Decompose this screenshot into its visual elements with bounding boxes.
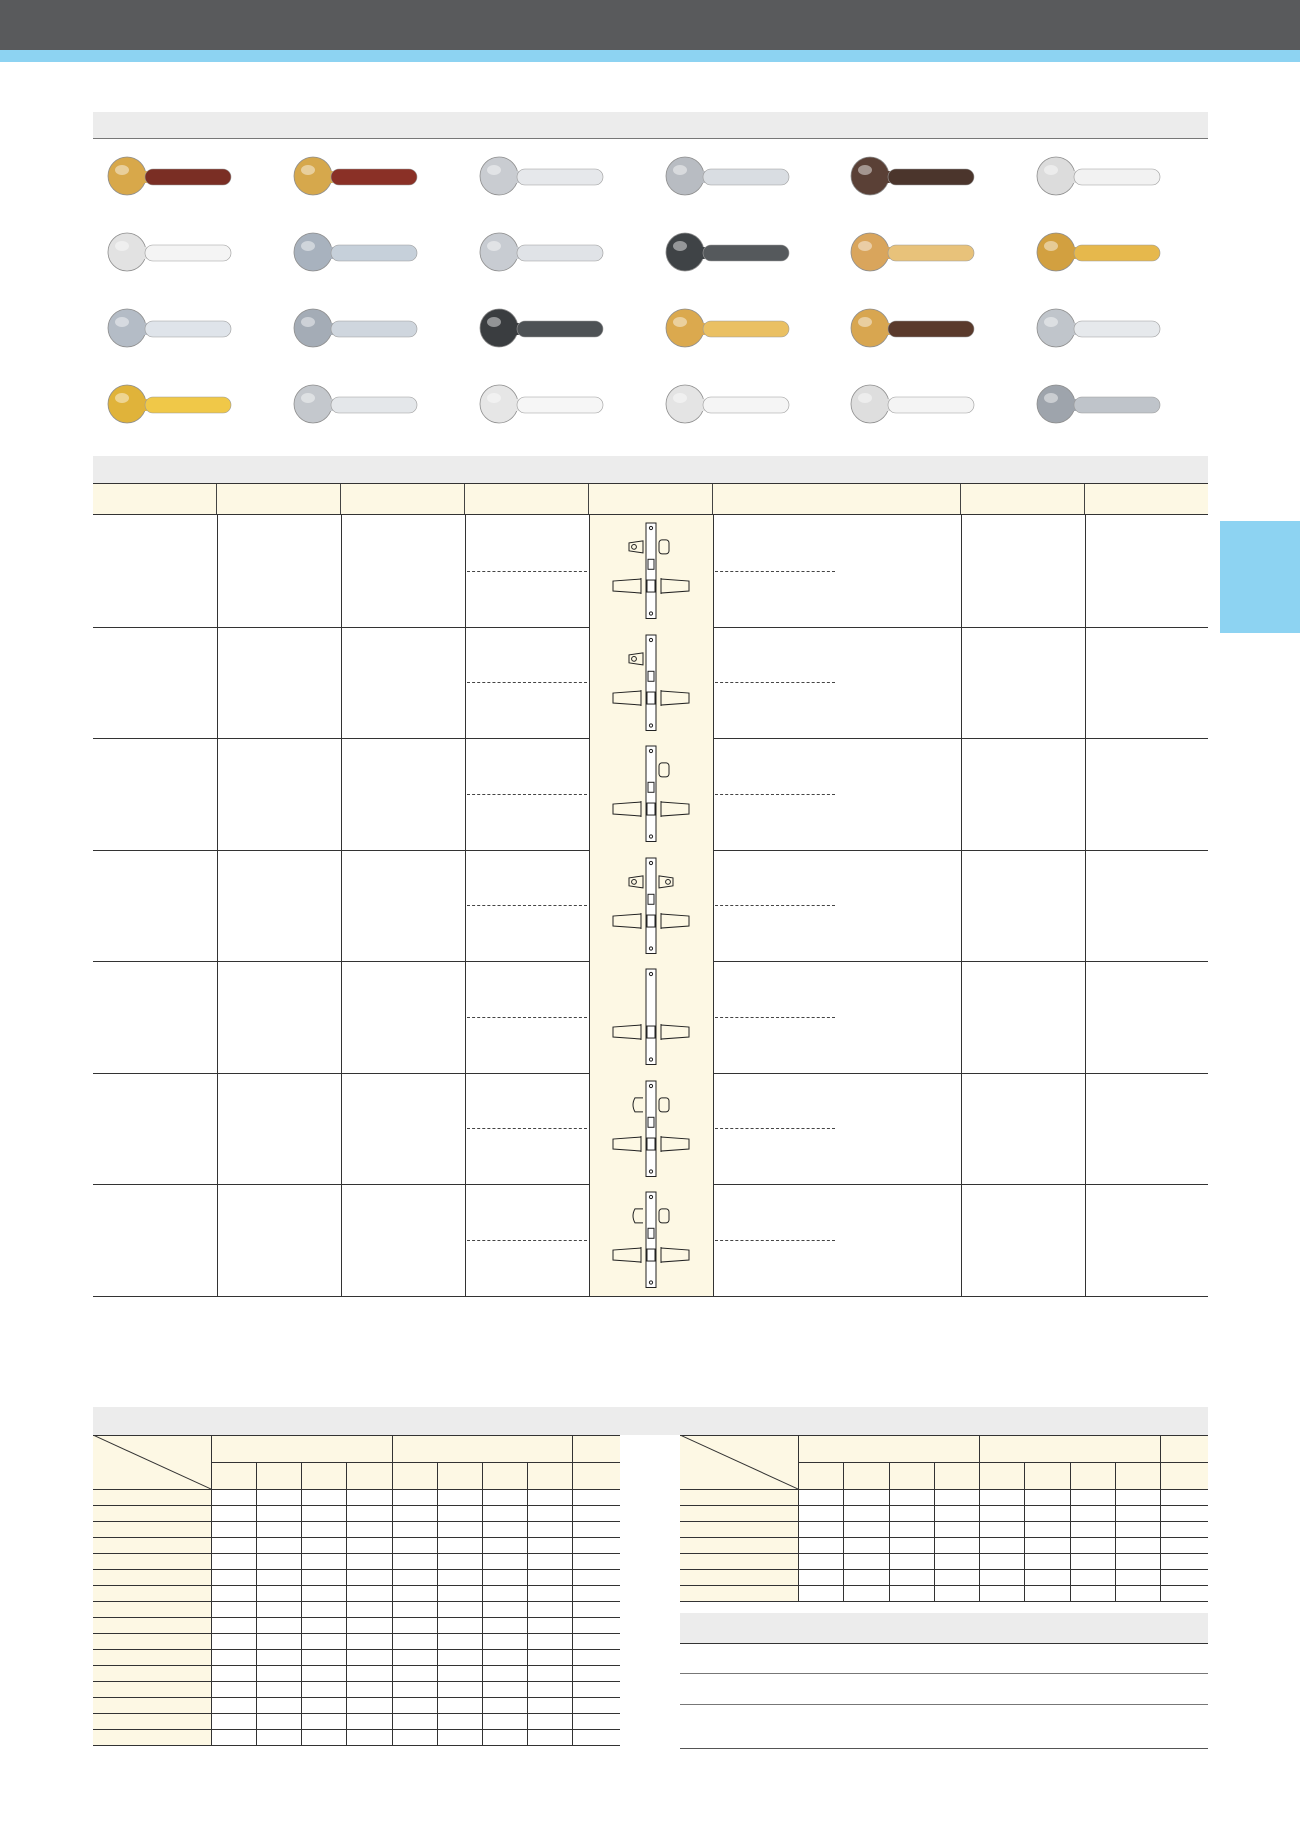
- lock-thumbturn-right: [659, 1209, 669, 1223]
- handle-chrome-pill[interactable]: [1036, 298, 1166, 358]
- handle-image: [107, 374, 237, 434]
- handle-shine: [487, 165, 501, 175]
- handle-image: [665, 146, 795, 206]
- handle-gold-dark-wood[interactable]: [850, 298, 980, 358]
- grid-rule: [93, 1617, 620, 1618]
- handle-gold-bent[interactable]: [665, 298, 795, 358]
- grid-rule: [93, 1681, 620, 1682]
- handle-image: [1036, 298, 1166, 358]
- cell-divider-dashed: [715, 1128, 835, 1129]
- grid-rule: [680, 1505, 1208, 1506]
- handle-shine: [673, 241, 687, 251]
- handle-lever: [703, 169, 789, 185]
- handle-pewter-curve[interactable]: [1036, 374, 1166, 434]
- grid-rule: [93, 1697, 620, 1698]
- grid-rule: [572, 1435, 573, 1745]
- handle-shine: [301, 165, 315, 175]
- handle-shine: [673, 393, 687, 403]
- handle-shine: [115, 241, 129, 251]
- notes-rule: [680, 1673, 1208, 1674]
- handle-lever: [517, 321, 603, 337]
- table-column-rule: [217, 515, 218, 1296]
- cell-divider-dashed: [715, 1017, 835, 1018]
- handle-shine: [487, 393, 501, 403]
- cell-divider-dashed: [715, 1240, 835, 1241]
- lock-table-header-cell: [465, 484, 589, 514]
- lock-table-header-cell: [1085, 484, 1208, 514]
- handle-image: [107, 298, 237, 358]
- lock-thumbturn-right: [659, 540, 669, 554]
- handle-shine: [858, 241, 872, 251]
- lock-diagram-key-both: [589, 515, 713, 627]
- grid-rule: [93, 1489, 620, 1490]
- handle-lever: [888, 245, 974, 261]
- lock-lever-right: [661, 1025, 689, 1039]
- table-row-rule: [93, 1296, 1208, 1297]
- grid-rule: [93, 1585, 620, 1586]
- grid-rule: [93, 1713, 620, 1714]
- handle-chrome-swan[interactable]: [293, 298, 423, 358]
- notes-rule: [680, 1643, 1208, 1644]
- grid-rule: [1024, 1462, 1025, 1601]
- handle-white-round[interactable]: [107, 222, 237, 282]
- handle-catalog-grid: [93, 140, 1208, 440]
- handle-image: [665, 222, 795, 282]
- table-column-rule: [341, 515, 342, 1296]
- grid-rule: [680, 1489, 1208, 1490]
- lock-faceplate: [646, 1081, 656, 1177]
- handle-lever: [1074, 245, 1160, 261]
- lock-diagram-key-two: [589, 850, 713, 962]
- handle-image: [850, 146, 980, 206]
- lock-lever-left: [613, 802, 641, 816]
- cell-divider-dashed: [467, 682, 587, 683]
- lock-lever-left: [613, 1137, 641, 1151]
- handle-image: [1036, 146, 1166, 206]
- handle-white-square[interactable]: [479, 374, 609, 434]
- grid-rule: [680, 1569, 1208, 1570]
- lock-table-header-cell: [961, 484, 1085, 514]
- lock-lever-right: [661, 914, 689, 928]
- lock-indicator-left: [633, 1209, 643, 1223]
- handle-chrome-drop[interactable]: [293, 374, 423, 434]
- handle-satin-silver[interactable]: [479, 222, 609, 282]
- handle-chrome-leaf[interactable]: [107, 298, 237, 358]
- table-column-rule: [465, 515, 466, 1296]
- handle-white-plain[interactable]: [1036, 146, 1166, 206]
- handle-lever: [703, 321, 789, 337]
- lock-diagram-indicator: [589, 1184, 713, 1296]
- handle-lever: [888, 321, 974, 337]
- handle-gold-brown-wood[interactable]: [107, 146, 237, 206]
- handle-bronze-dark[interactable]: [850, 146, 980, 206]
- handle-lever: [145, 245, 231, 261]
- handle-shine: [301, 393, 315, 403]
- lock-thumbturn-right: [659, 1097, 669, 1111]
- grid-rule: [93, 1729, 620, 1730]
- grid-rule: [680, 1537, 1208, 1538]
- handle-shine: [115, 317, 129, 327]
- lock-table-header-row: [93, 483, 1208, 515]
- notes-section-header: [680, 1613, 1208, 1643]
- handle-image: [665, 374, 795, 434]
- handle-shine: [858, 165, 872, 175]
- grid-rule: [93, 1745, 620, 1746]
- lock-faceplate: [646, 635, 656, 731]
- lock-table-header-cell: [589, 484, 713, 514]
- grid-rule: [93, 1505, 620, 1506]
- handle-lever: [145, 321, 231, 337]
- lock-lever-right: [661, 579, 689, 593]
- lock-diagram-thumb-right: [589, 738, 713, 850]
- handle-image: [665, 298, 795, 358]
- header-bar: [0, 0, 1300, 50]
- lock-faceplate: [646, 858, 656, 954]
- handle-lever: [517, 245, 603, 261]
- handle-shine: [301, 241, 315, 251]
- grid-rule: [680, 1553, 1208, 1554]
- handle-black-round[interactable]: [479, 298, 609, 358]
- lock-lever-left: [613, 691, 641, 705]
- lock-faceplate: [646, 969, 656, 1065]
- handle-white-flat[interactable]: [665, 374, 795, 434]
- grid-rule: [93, 1553, 620, 1554]
- grid-rule: [979, 1435, 980, 1601]
- handle-white-slim[interactable]: [850, 374, 980, 434]
- cell-divider-dashed: [467, 905, 587, 906]
- grid-rule: [93, 1649, 620, 1650]
- handle-shine: [487, 317, 501, 327]
- handle-image: [850, 374, 980, 434]
- cell-divider-dashed: [467, 1017, 587, 1018]
- handle-image: [293, 374, 423, 434]
- handle-chrome-tapered[interactable]: [665, 146, 795, 206]
- header-accent-stripe: [0, 50, 1300, 62]
- handle-chrome-wave[interactable]: [293, 222, 423, 282]
- handle-image: [850, 298, 980, 358]
- lock-table-section-header: [93, 456, 1208, 483]
- lock-table-header-cell: [713, 484, 961, 514]
- lock-table-header-cell: [217, 484, 341, 514]
- lock-keyhole-left: [632, 656, 637, 661]
- handle-shine: [673, 165, 687, 175]
- lock-faceplate: [646, 523, 656, 619]
- handle-image: [293, 298, 423, 358]
- handle-gold-twist[interactable]: [1036, 222, 1166, 282]
- grid-corner-line: [680, 1435, 798, 1489]
- grid-rule: [93, 1633, 620, 1634]
- handle-lever: [145, 169, 231, 185]
- lock-lever-left: [613, 1248, 641, 1262]
- handle-image: [107, 146, 237, 206]
- grid-rule: [93, 1601, 620, 1602]
- lock-faceplate: [646, 1192, 656, 1288]
- handle-lever: [331, 169, 417, 185]
- lock-diagram-indicator: [589, 1073, 713, 1185]
- handle-shine: [673, 317, 687, 327]
- notes-rule: [680, 1748, 1208, 1749]
- notes-rule: [680, 1704, 1208, 1705]
- table-column-rule: [713, 515, 714, 1296]
- handle-image: [479, 374, 609, 434]
- cell-divider-dashed: [715, 682, 835, 683]
- handle-lever: [888, 397, 974, 413]
- grid-rule: [1115, 1462, 1116, 1601]
- handle-image: [1036, 222, 1166, 282]
- grid-corner-diagonal: [680, 1435, 798, 1489]
- lock-table-header-cell: [93, 484, 217, 514]
- lock-indicator-left: [633, 1097, 643, 1111]
- handle-shine: [115, 393, 129, 403]
- grid-corner-diagonal: [93, 1435, 211, 1489]
- grid-rule: [798, 1435, 799, 1601]
- cell-divider-dashed: [715, 905, 835, 906]
- handle-shine: [1044, 165, 1058, 175]
- cell-divider-dashed: [467, 794, 587, 795]
- grid-rule: [93, 1665, 620, 1666]
- grid-rule: [680, 1601, 1208, 1602]
- handle-image: [1036, 374, 1166, 434]
- lock-lever-right: [661, 691, 689, 705]
- side-index-tab[interactable]: [1220, 521, 1300, 633]
- handle-satin-gold[interactable]: [850, 222, 980, 282]
- cell-divider-dashed: [715, 794, 835, 795]
- lock-keyhole-left: [632, 879, 637, 884]
- handles-section-rule: [93, 138, 1208, 139]
- grid-rule: [889, 1462, 890, 1601]
- grid-rule: [1070, 1462, 1071, 1601]
- dimension-table-right: [680, 1435, 1208, 1610]
- grid-rule: [798, 1462, 1208, 1463]
- lock-thumbturn-right: [659, 763, 669, 777]
- handle-lever: [517, 397, 603, 413]
- grid-rule: [211, 1435, 212, 1745]
- handle-image: [293, 146, 423, 206]
- lock-lever-left: [613, 579, 641, 593]
- lock-diagram-plain: [589, 961, 713, 1073]
- grid-rule: [843, 1462, 844, 1601]
- grid-rule: [680, 1585, 1208, 1586]
- table-column-rule: [1085, 515, 1086, 1296]
- handle-image: [479, 222, 609, 282]
- grid-rule: [93, 1537, 620, 1538]
- lock-diagram-key-left: [589, 627, 713, 739]
- dimension-table-left: [93, 1435, 620, 1750]
- table-column-rule: [961, 515, 962, 1296]
- handle-lever: [145, 397, 231, 413]
- handle-image: [107, 222, 237, 282]
- lock-keyhole-right: [666, 879, 671, 884]
- lock-keyhole-left: [632, 544, 637, 549]
- handle-black-curved[interactable]: [665, 222, 795, 282]
- handle-lever: [703, 397, 789, 413]
- grid-rule: [680, 1521, 1208, 1522]
- handle-lever: [703, 245, 789, 261]
- grid-corner-line: [93, 1435, 211, 1489]
- table-column-rule: [589, 515, 590, 1296]
- handle-image: [293, 222, 423, 282]
- handle-lever: [331, 321, 417, 337]
- lock-lever-right: [661, 1137, 689, 1151]
- handle-shine: [115, 165, 129, 175]
- handle-shine: [858, 393, 872, 403]
- handle-lever: [517, 169, 603, 185]
- handle-shine: [858, 317, 872, 327]
- grid-rule: [93, 1569, 620, 1570]
- lock-lever-right: [661, 802, 689, 816]
- grid-rule: [93, 1521, 620, 1522]
- handle-shine: [1044, 317, 1058, 327]
- grid-rule: [1160, 1435, 1161, 1601]
- handle-shine: [487, 241, 501, 251]
- handle-polished-gold[interactable]: [107, 374, 237, 434]
- handles-section-header: [93, 112, 1208, 138]
- grid-rule: [211, 1462, 620, 1463]
- lock-lever-right: [661, 1248, 689, 1262]
- handle-shine: [1044, 393, 1058, 403]
- grid-rule: [934, 1462, 935, 1601]
- handle-lever: [1074, 169, 1160, 185]
- handle-lever: [1074, 397, 1160, 413]
- handle-silver-flat[interactable]: [479, 146, 609, 206]
- handle-lever: [888, 169, 974, 185]
- handle-shine: [1044, 241, 1058, 251]
- handle-lever: [1074, 321, 1160, 337]
- handle-image: [479, 298, 609, 358]
- cell-divider-dashed: [467, 1128, 587, 1129]
- grid-rule: [392, 1435, 393, 1745]
- handle-image: [850, 222, 980, 282]
- lock-faceplate: [646, 746, 656, 842]
- handle-image: [479, 146, 609, 206]
- cell-divider-dashed: [467, 571, 587, 572]
- lock-lever-left: [613, 914, 641, 928]
- handle-lever: [331, 245, 417, 261]
- lock-lever-left: [613, 1025, 641, 1039]
- handle-shine: [301, 317, 315, 327]
- cell-divider-dashed: [715, 571, 835, 572]
- dimension-section-header: [93, 1407, 1208, 1435]
- handle-gold-red-cylinder[interactable]: [293, 146, 423, 206]
- lock-function-table: [93, 515, 1208, 1296]
- cell-divider-dashed: [467, 1240, 587, 1241]
- lock-table-header-cell: [341, 484, 465, 514]
- handle-lever: [331, 397, 417, 413]
